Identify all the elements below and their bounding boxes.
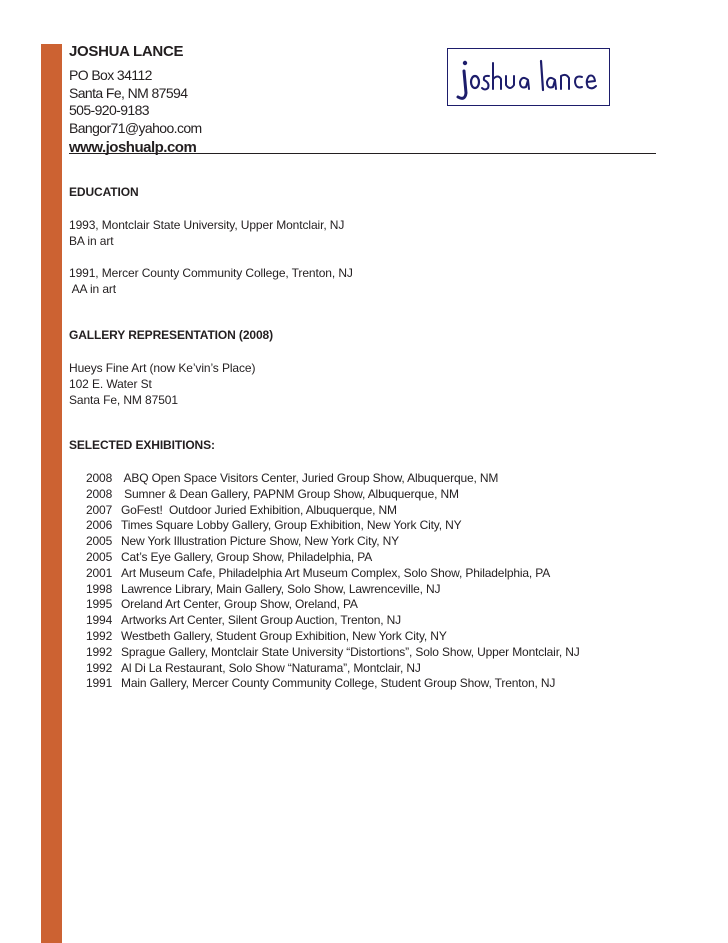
exhibition-year: 1992 (86, 644, 113, 659)
exhibition-description: Main Gallery, Mercer County Community College, Student Group Show, Trenton, NJ (121, 676, 556, 691)
exhibitions-list (69, 471, 580, 692)
email-address: Bangor71@yahoo.com (69, 119, 202, 136)
exhibition-year: 2008 (86, 486, 113, 501)
education-entry-1-line-2: BA in art (69, 234, 114, 248)
education-entry-2-line-1: 1991, Mercer County Community College, Trenton, NJ (69, 266, 353, 280)
exhibition-item (69, 487, 580, 503)
address-line-1: PO Box 34112 (69, 67, 152, 83)
exhibition-year: 1995 (86, 597, 113, 612)
exhibition-description: Lawrence Library, Main Gallery, Solo Show, Lawrenceville, NJ (121, 581, 441, 596)
education-entry-2-line-2: AA in art (69, 282, 117, 296)
header-divider (69, 153, 656, 154)
exhibition-item (69, 597, 580, 613)
exhibition-year: 2006 (86, 518, 113, 533)
exhibition-description: Westbeth Gallery, Student Group Exhibition, New York City, NY (121, 628, 447, 643)
exhibition-description: Artworks Art Center, Silent Group Auction, Trenton, NJ (121, 613, 402, 628)
exhibition-description: GoFest! Outdoor Juried Exhibition, Albuquerque, NM (121, 502, 397, 517)
exhibition-description: New York Illustration Picture Show, New York City, NY (121, 534, 399, 549)
education-entry-1-line-1: 1993, Montclair State University, Upper Montclair, NJ (69, 218, 345, 232)
exhibition-year: 2007 (86, 502, 113, 517)
education-section (69, 184, 353, 297)
gallery-name: Hueys Fine Art (now Ke’vin’s Place) (69, 361, 256, 375)
website-link[interactable]: www.joshualp.com (69, 139, 197, 156)
phone-number: 505-920-9183 (69, 102, 149, 118)
exhibition-item (69, 566, 580, 582)
exhibitions-heading-block (69, 437, 215, 453)
education-heading: EDUCATION (69, 185, 139, 199)
exhibition-description: Cat’s Eye Gallery, Group Show, Philadelphia, PA (121, 549, 373, 564)
gallery-heading: GALLERY REPRESENTATION (2008) (69, 328, 274, 342)
exhibition-year: 2001 (86, 565, 113, 580)
exhibition-description: Oreland Art Center, Group Show, Oreland, PA (121, 597, 358, 612)
gallery-section (69, 327, 273, 408)
exhibition-year: 2008 (86, 471, 113, 485)
exhibition-item (69, 582, 580, 598)
exhibition-year: 1998 (86, 581, 113, 596)
exhibition-year: 1992 (86, 628, 113, 643)
exhibition-item (69, 676, 580, 692)
gallery-street: 102 E. Water St (69, 377, 152, 391)
gallery-city: Santa Fe, NM 87501 (69, 393, 178, 407)
exhibition-description: Art Museum Cafe, Philadelphia Art Museum Complex, Solo Show, Philadelphia, PA (121, 565, 551, 580)
signature-logo (447, 48, 610, 106)
exhibition-item (69, 645, 580, 661)
exhibition-year: 2005 (86, 534, 113, 549)
exhibition-description: Al Di La Restaurant, Solo Show “Naturama”, Montclair, NJ (121, 660, 421, 675)
exhibition-item (69, 550, 580, 566)
exhibition-item (69, 629, 580, 645)
exhibition-year: 2005 (86, 549, 113, 564)
exhibitions-heading: SELECTED EXHIBITIONS: (69, 438, 215, 452)
exhibition-item (69, 471, 580, 487)
applicant-name: JOSHUA LANCE (69, 43, 184, 60)
address-line-2: Santa Fe, NM 87594 (69, 84, 188, 101)
exhibition-year: 1991 (86, 676, 113, 691)
exhibition-description: Sumner & Dean Gallery, PAPNM Group Show, Albuquerque, NM (121, 486, 459, 501)
contact-header (69, 43, 202, 158)
accent-side-bar (41, 44, 62, 943)
exhibition-description: Times Square Lobby Gallery, Group Exhibition, New York City, NY (121, 518, 462, 533)
exhibition-item (69, 503, 580, 519)
exhibition-description: ABQ Open Space Visitors Center, Juried Group Show, Albuquerque, NM (121, 471, 499, 485)
exhibition-item (69, 613, 580, 629)
signature-logo-art (448, 49, 609, 105)
exhibition-item (69, 661, 580, 677)
exhibition-year: 1992 (86, 660, 113, 675)
exhibition-year: 1994 (86, 613, 113, 628)
exhibition-description: Sprague Gallery, Montclair State University “Distortions”, Solo Show, Upper Montclair, NJ (121, 644, 580, 659)
exhibition-item (69, 534, 580, 550)
exhibition-item (69, 518, 580, 534)
